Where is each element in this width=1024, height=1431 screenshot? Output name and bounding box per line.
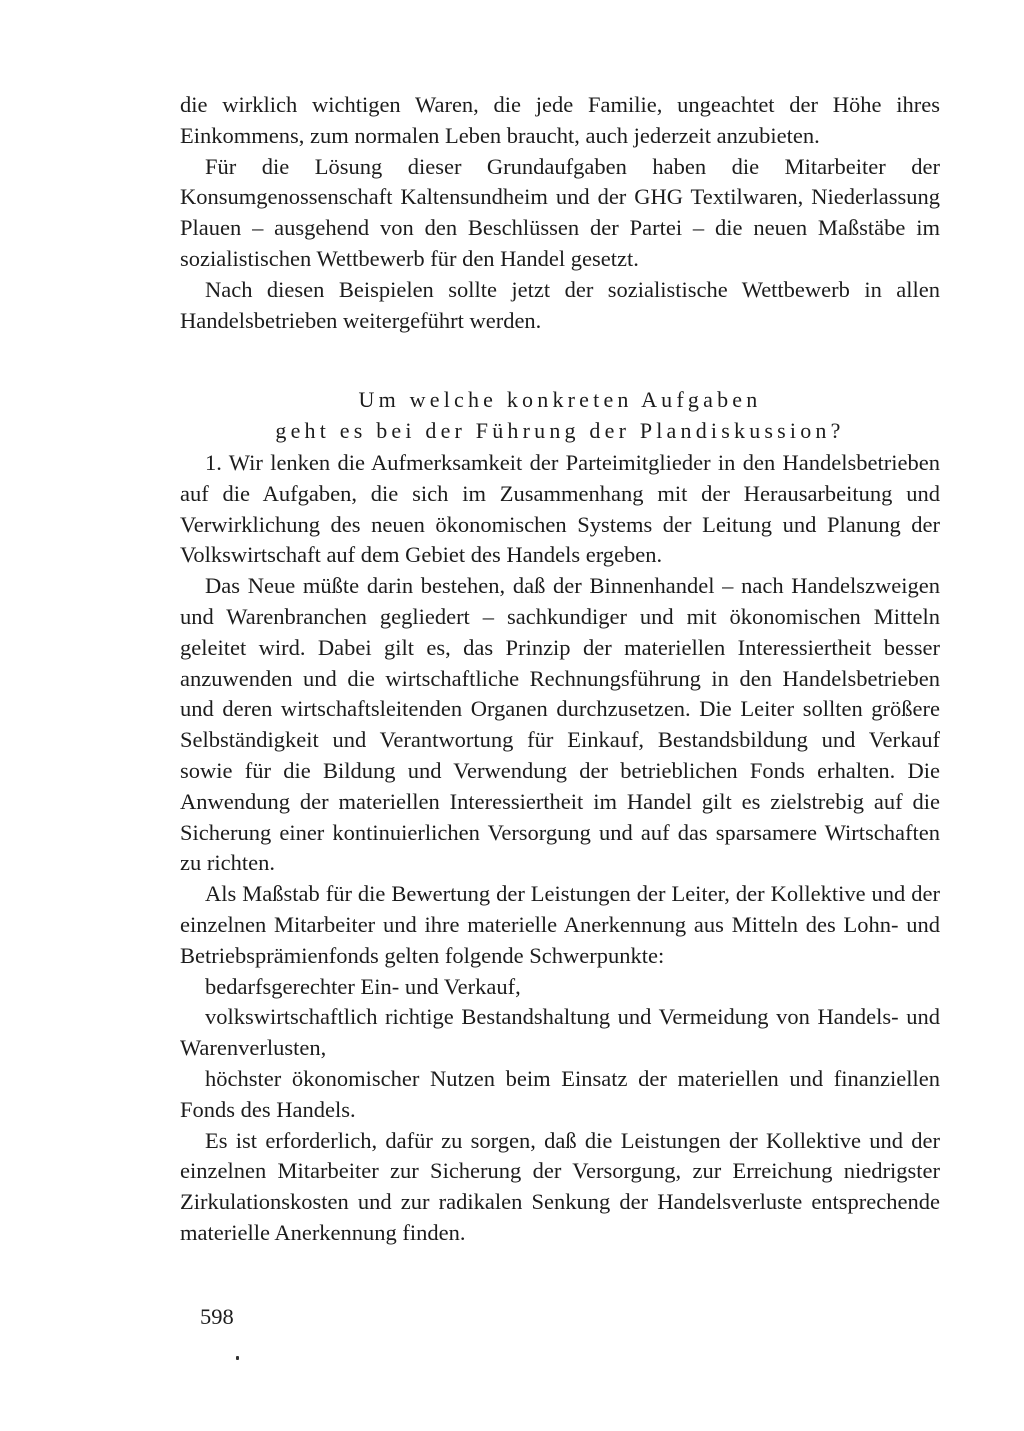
paragraph-grundaufgaben: Für die Lösung dieser Grundaufgaben haben die Mitarbeiter der Konsumgenossenschaft Kaltensundheim und der GHG Textilwaren, Niederlassung Plauen – ausgehend von den Beschlüssen der Partei – die neuen Maßstäbe im sozialistischen Wettbewerb für den Handel gesetzt. bbox=[180, 153, 940, 271]
main-text-section bbox=[180, 448, 940, 1249]
paragraph-wettbewerb: Nach diesen Beispielen sollte jetzt der sozialistische Wettbewerb in allen Handelsbetrieben weitergeführt werden. bbox=[180, 276, 940, 333]
list-item: bedarfsgerechter Ein- und Verkauf, bbox=[205, 973, 521, 999]
paragraph-closing: Es ist erforderlich, dafür zu sorgen, daß die Leistungen der Kollektive und der einzelnen Mitarbeiter zur Sicherung der Versorgung, zur Erreichung niedrigster Zirkulationskosten und zur radikalen Senkung der Handelsverluste entsprechende materielle Anerkennung finden. bbox=[180, 1127, 940, 1245]
paragraph-massstab: Als Maßstab für die Bewertung der Leistungen der Leiter, der Kollektive und der einzelnen Mitarbeiter und ihre materielle Anerkennung aus Mitteln des Lohn- und Betriebsprämienfonds gelten folgende Schwerpunkte: bbox=[180, 881, 940, 968]
list-item: höchster ökonomischer Nutzen beim Einsatz der materiellen und finanziellen Fonds des Handels. bbox=[180, 1065, 940, 1122]
paragraph-point-1: 1. Wir lenken die Aufmerksamkeit der Parteimitglieder in den Handelsbetrieben auf die Aufgaben, die sich im Zusammenhang mit der Herausarbeitung und Verwirklichung des neuen ökonomischen Systems der Leitung und Planung der Volkswirtschaft auf dem Gebiet des Handels ergeben. bbox=[180, 450, 940, 568]
page-number: 598 bbox=[200, 1304, 234, 1329]
section-heading-line-1: Um welche konkreten Aufgaben bbox=[358, 387, 762, 412]
section-heading-line-2: geht es bei der Führung der Plandiskussion? bbox=[275, 418, 845, 443]
section-heading bbox=[180, 384, 940, 446]
list-item: volkswirtschaftlich richtige Bestandshaltung und Vermeidung von Handels- und Warenverlusten, bbox=[180, 1004, 940, 1061]
scan-speck bbox=[236, 1356, 239, 1360]
paragraph-continuation: die wirklich wichtigen Waren, die jede Familie, ungeachtet der Höhe ihres Einkommens, zum normalen Leben braucht, auch jederzeit anzubieten. bbox=[180, 92, 940, 148]
top-text-section bbox=[180, 90, 940, 336]
paragraph-binnenhandel: Das Neue müßte darin bestehen, daß der Binnenhandel – nach Handelszweigen und Warenbranchen gegliedert – sachkundiger und mit ökonomischen Mitteln geleitet wird. Dabei gilt es, das Prinzip der materiellen Interessiertheit besser anzuwenden und die wirtschaftliche Rechnungsführung in den Handelsbetrieben und deren wirtschaftsleitenden Organen durchzusetzen. Die Leiter sollten größere Selbständigkeit und Verantwortung für Einkauf, Bestandsbildung und Verkauf sowie für die Bildung und Verwendung der betrieblichen Fonds erhalten. Die Anwendung der materiellen Interessiertheit im Handel gilt es zielstrebig auf die Sicherung einer kontinuierlichen Versorgung und auf das sparsamere Wirtschaften zu richten. bbox=[180, 573, 940, 876]
